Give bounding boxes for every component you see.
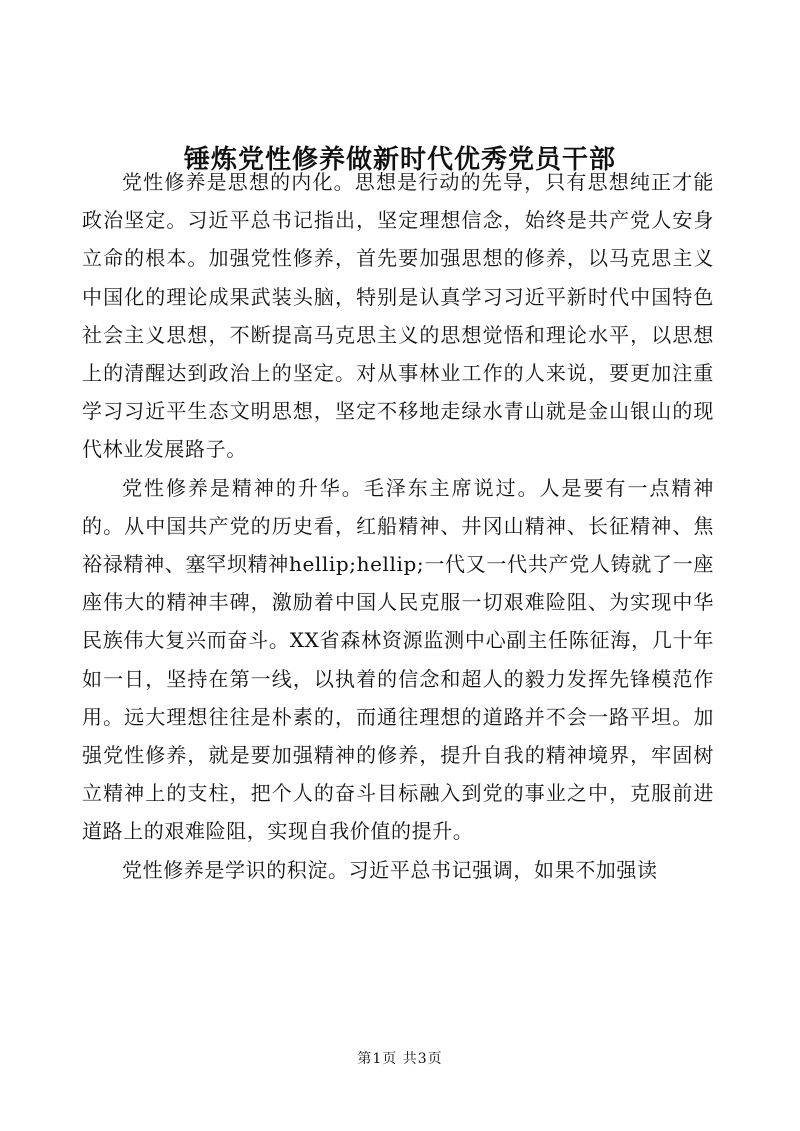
- document-body: [82, 163, 714, 889]
- document-title: 锤炼党性修养做新时代优秀党员干部: [183, 145, 616, 175]
- paragraph-2: 党性修养是精神的升华。毛泽东主席说过。人是要有一点精神的。从中国共产党的历史看，红船精神、井冈山精神、长征精神、焦裕禄精神、塞罕坝精神hellip;hellip;一代又一代共产党人铸就了一座座伟大的精神丰碑，激励着中国人民克服一切艰难险阻、为实现中华民族伟大复兴而奋斗。XX省森林资源监测中心副主任陈征海，几十年如一日，坚持在第一线，以执着的信念和超人的毅力发挥先锋模范作用。远大理想往往是朴素的，而通往理想的道路并不会一路平坦。加强党性修养，就是要加强精神的修养，提升自我的精神境界，牢固树立精神上的支柱，把个人的奋斗目标融入到党的事业之中，克服前进道路上的艰难险阻，实现自我价值的提升。: [82, 475, 714, 844]
- paragraph-1: 党性修养是思想的内化。思想是行动的先导，只有思想纯正才能政治坚定。习近平总书记指出，坚定理想信念，始终是共产党人安身立命的根本。加强党性修养，首先要加强思想的修养，以马克思主义中国化的理论成果武装头脑，特别是认真学习习近平新时代中国特色社会主义思想，不断提高马克思主义的思想觉悟和理论水平，以思想上的清醒达到政治上的坚定。对从事林业工作的人来说，要更加注重学习习近平生态文明思想，坚定不移地走绿水青山就是金山银山的现代林业发展路子。: [82, 170, 714, 462]
- paragraph-3: 党性修养是学识的积淀。习近平总书记强调，如果不加强读: [122, 857, 658, 882]
- page-number-footer: 第1页 共3页: [357, 1051, 443, 1067]
